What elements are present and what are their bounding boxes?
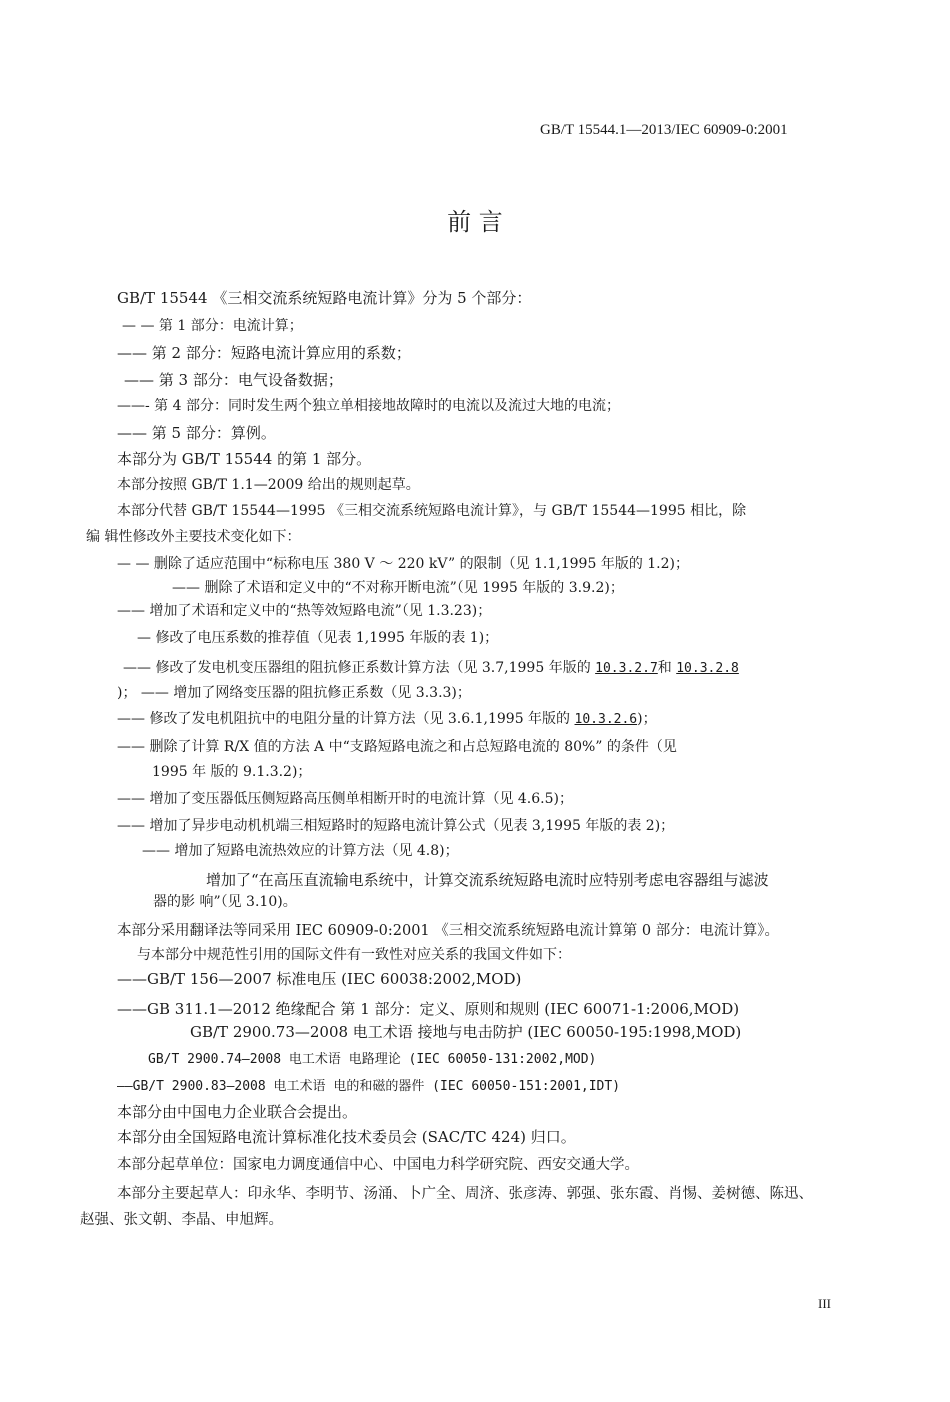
change-item-5-and: 和 — [657, 660, 677, 676]
change-item-4: — 修改了电压系数的推荐值（见表 1,1995 年版的表 1)； — [137, 630, 499, 646]
reference-item-5: ——GB/T 2900.83—2008 电工术语 电的和磁的器件 (IEC 60050-151:2001,IDT) — [117, 1079, 621, 1094]
list-item-part-1: — — 第 1 部分：电流计算； — [122, 318, 303, 334]
reference-item-2: ——GB 311.1—2012 绝缘配合 第 1 部分：定义、原则和规则 (IEC 60071-1:2006,MOD) — [117, 1000, 740, 1018]
paragraph-drafting-rules: 本部分按照 GB/T 1.1—2009 给出的规则起草。 — [117, 477, 420, 493]
paragraph-correspondence: 与本部分中规范性引用的国际文件有一致性对应关系的我国文件如下： — [137, 947, 571, 963]
change-item-1: — — 删除了适应范围中“标称电压 380 V ～ 220 kV” 的限制（见 1.1,1995 年版的 1.2)； — [117, 556, 689, 572]
change-item-12: 增加了“在高压直流输电系统中，计算交流系统短路电流时应特别考虑电容器组与滤波 — [206, 871, 769, 889]
change-item-5-text: —— 修改了发电机变压器组的阻抗修正系数计算方法（见 3.7,1995 年版的 — [123, 660, 596, 676]
clause-ref-link[interactable]: 10.3.2.7 — [595, 661, 658, 676]
change-item-7 — [117, 709, 657, 730]
reference-item-4: GB/T 2900.74—2008 电工术语 电路理论 (IEC 60050-131:2002,MOD) — [148, 1052, 597, 1067]
standard-number: GB/T 15544.1—2013/IEC 60909-0:2001 — [540, 122, 788, 138]
paragraph-adoption: 本部分采用翻译法等同采用 IEC 60909-0:2001 《三相交流系统短路电流计算第 0 部分：电流计算》。 — [117, 923, 779, 939]
paragraph-replaces-cont: 编 辑性修改外主要技术变化如下： — [86, 529, 301, 545]
reference-item-1: ——GB/T 156—2007 标准电压 (IEC 60038:2002,MOD) — [117, 970, 522, 988]
reference-item-3: GB/T 2900.73—2008 电工术语 接地与电击防护 (IEC 60050-195:1998,MOD) — [190, 1023, 742, 1041]
change-item-6: )； —— 增加了网络变压器的阻抗修正系数（见 3.3.3)； — [117, 685, 471, 701]
change-item-7-text: —— 修改了发电机阻抗中的电阻分量的计算方法（见 3.6.1,1995 年版的 — [117, 711, 575, 727]
paragraph-drafters-cont: 赵强、张文朝、李晶、申旭辉。 — [80, 1212, 283, 1228]
change-item-12-cont: 器的影 响”（见 3.10)。 — [153, 894, 297, 910]
list-item-part-2: —— 第 2 部分：短路电流计算应用的系数； — [117, 344, 411, 362]
paragraph-drafters: 本部分主要起草人：印永华、李明节、汤涌、卜广全、周济、张彦涛、郭强、张东霞、肖惕、姜树德、陈迅、 — [117, 1186, 813, 1202]
paragraph-parts-intro: GB/T 15544 《三相交流系统短路电流计算》分为 5 个部分： — [117, 289, 532, 307]
page-title: 前 言 — [447, 208, 503, 236]
change-item-2: —— 删除了术语和定义中的“不对称开断电流”（见 1995 年版的 3.9.2)； — [172, 580, 624, 596]
paragraph-proposed-by: 本部分由中国电力企业联合会提出。 — [117, 1103, 358, 1121]
list-item-part-3: —— 第 3 部分：电气设备数据； — [124, 371, 343, 389]
change-item-9: —— 增加了变压器低压侧短路高压侧单相断开时的电流计算（见 4.6.5)； — [117, 791, 573, 807]
paragraph-under-jurisdiction: 本部分由全国短路电流计算标准化技术委员会 (SAC/TC 424) 归口。 — [117, 1128, 576, 1146]
change-item-10: —— 增加了异步电动机机端三相短路时的短路电流计算公式（见表 3,1995 年版的表 2)； — [117, 818, 675, 834]
change-item-7-end: )； — [637, 711, 657, 727]
change-item-11: —— 增加了短路电流热效应的计算方法（见 4.8)； — [142, 843, 459, 859]
paragraph-drafting-units: 本部分起草单位：国家电力调度通信中心、中国电力科学研究院、西安交通大学。 — [117, 1157, 639, 1173]
clause-ref-link[interactable]: 10.3.2.6 — [574, 712, 638, 727]
page-number: III — [818, 1296, 831, 1311]
change-item-8: —— 删除了计算 R/X 值的方法 A 中“支路短路电流之和占总短路电流的 80%” 的条件（见 — [117, 739, 677, 755]
list-item-part-4: ——- 第 4 部分：同时发生两个独立单相接地故障时的电流以及流过大地的电流； — [117, 398, 620, 414]
change-item-3: —— 增加了术语和定义中的“热等效短路电流”（见 1.3.23)； — [117, 603, 492, 619]
change-item-8-cont: 1995 年 版的 9.1.3.2)； — [152, 764, 312, 780]
clause-ref-link[interactable]: 10.3.2.8 — [676, 661, 739, 676]
list-item-part-5: —— 第 5 部分：算例。 — [117, 424, 276, 442]
paragraph-replaces: 本部分代替 GB/T 15544—1995 《三相交流系统短路电流计算》，与 GB/T 15544—1995 相比，除 — [117, 503, 747, 519]
paragraph-part-statement: 本部分为 GB/T 15544 的第 1 部分。 — [117, 450, 372, 468]
change-item-5 — [123, 658, 739, 679]
